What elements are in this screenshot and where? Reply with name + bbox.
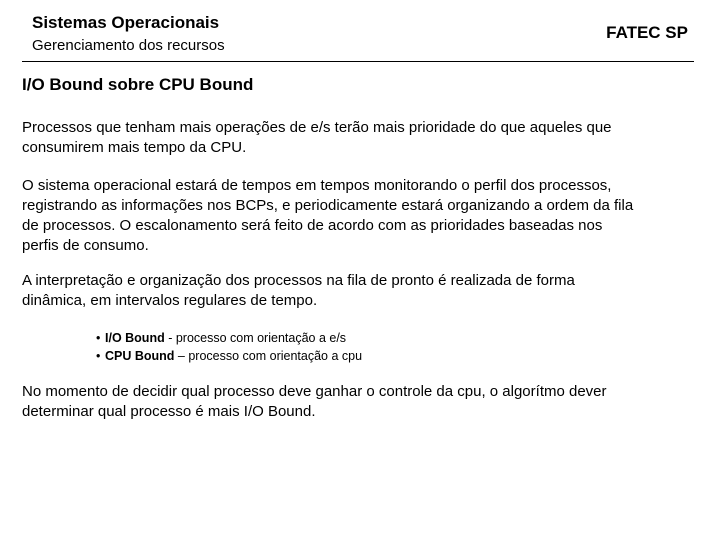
- paragraph-priority: [22, 118, 694, 158]
- header-brand: FATEC SP: [606, 23, 688, 42]
- slide-heading: I/O Bound sobre CPU Bound: [22, 75, 254, 94]
- paragraph-line: No momento de decidir qual processo deve ganhar o controle da cpu, o algorítmo dever: [22, 383, 607, 400]
- paragraph-line: perfis de consumo.: [22, 237, 149, 254]
- bullet-icon: •: [96, 349, 101, 363]
- bullet-list: [96, 329, 362, 365]
- header-subtitle: Gerenciamento dos recursos: [32, 37, 225, 54]
- paragraph-line: dinâmica, em intervalos regulares de tempo.: [22, 292, 318, 309]
- paragraph-decision: [22, 382, 694, 422]
- paragraph-dynamic-queue: [22, 271, 694, 311]
- bullet-icon: •: [96, 331, 101, 345]
- bullet-description: – processo com orientação a cpu: [174, 349, 363, 363]
- paragraph-line: registrando as informações nos BCPs, e periodicamente estará organizando a ordem da fila: [22, 197, 634, 214]
- bullet-term: CPU Bound: [105, 349, 175, 363]
- paragraph-line: consumirem mais tempo da CPU.: [22, 139, 247, 156]
- paragraph-line: O sistema operacional estará de tempos em tempos monitorando o perfil dos processos,: [22, 177, 612, 194]
- header-divider: [22, 61, 694, 62]
- paragraph-line: determinar qual processo é mais I/O Bound.: [22, 403, 316, 420]
- paragraph-monitoring: [22, 176, 694, 256]
- bullet-term: I/O Bound: [105, 331, 165, 345]
- bullet-description: - processo com orientação a e/s: [164, 331, 347, 345]
- bullet-item-io-bound: [96, 329, 362, 347]
- header-title: Sistemas Operacionais: [32, 13, 220, 32]
- paragraph-line: A interpretação e organização dos processos na fila de pronto é realizada de forma: [22, 272, 575, 289]
- paragraph-line: Processos que tenham mais operações de e/s terão mais prioridade do que aqueles que: [22, 119, 612, 136]
- paragraph-line: de processos. O escalonamento será feito de acordo com as prioridades baseadas nos: [22, 217, 603, 234]
- bullet-item-cpu-bound: [96, 347, 362, 365]
